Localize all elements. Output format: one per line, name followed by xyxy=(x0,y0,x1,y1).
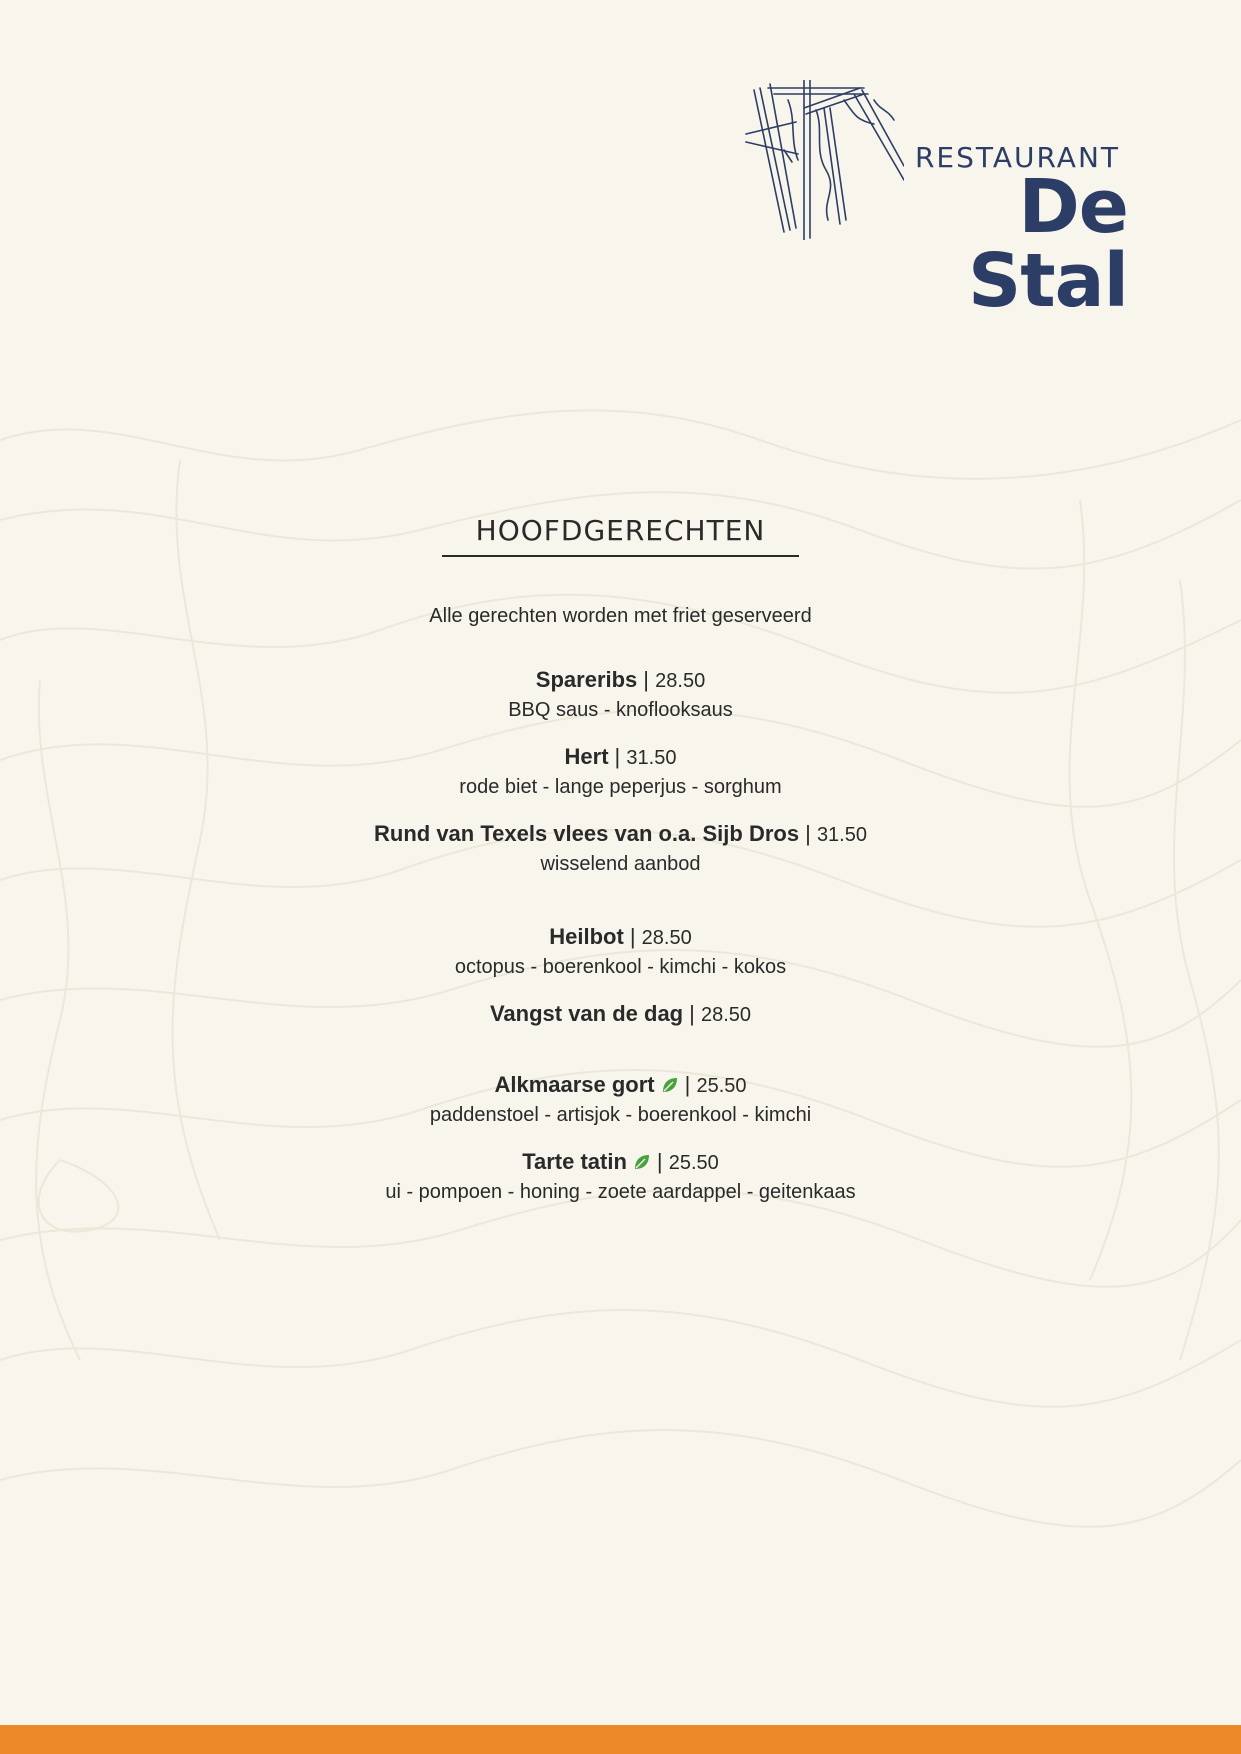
menu-item-header xyxy=(0,1070,1241,1101)
dish-name: Spareribs xyxy=(535,667,638,692)
dish-price: 31.50 xyxy=(626,747,677,769)
menu-item xyxy=(0,819,1241,878)
price-separator: | xyxy=(629,924,636,949)
dish-description: ui - pompoen - honing - zoete aardappel - geitenkaas xyxy=(385,1181,856,1203)
menu-item xyxy=(0,1147,1241,1206)
price-separator: | xyxy=(643,667,650,692)
section-subtitle: Alle gerechten worden met friet geserveerd xyxy=(429,605,812,627)
price-separator: | xyxy=(656,1149,663,1174)
footer-bar xyxy=(0,1725,1241,1754)
menu-item-header xyxy=(0,742,1241,773)
dish-name: Heilbot xyxy=(549,924,624,949)
dish-price: 28.50 xyxy=(641,927,692,949)
logo-wordmark-top: RESTAURANT xyxy=(914,141,1120,174)
leaf-icon xyxy=(661,1076,679,1094)
menu-item-header xyxy=(0,1147,1241,1178)
dish-description: rode biet - lange peperjus - sorghum xyxy=(459,776,782,798)
dish-description: octopus - boerenkool - kimchi - kokos xyxy=(454,956,787,978)
dish-name: Tarte tatin xyxy=(522,1149,627,1174)
menu-item-header xyxy=(0,922,1241,953)
price-separator: | xyxy=(614,744,621,769)
price-separator: | xyxy=(689,1001,695,1026)
dish-description: wisselend aanbod xyxy=(540,853,701,875)
dish-price: 25.50 xyxy=(696,1075,747,1097)
dish-description: BBQ saus - knoflooksaus xyxy=(508,699,733,721)
dish-name: Vangst van de dag xyxy=(489,1001,684,1026)
dish-price: 31.50 xyxy=(816,824,867,846)
menu-item xyxy=(0,665,1241,724)
menu-item xyxy=(0,742,1241,801)
dish-price: 28.50 xyxy=(700,1004,752,1026)
dish-name: Hert xyxy=(564,744,609,769)
restaurant-logo xyxy=(744,80,1128,324)
menu-item xyxy=(0,1070,1241,1129)
dish-price: 28.50 xyxy=(655,670,706,692)
menu-item-header xyxy=(0,665,1241,696)
menu-item xyxy=(0,922,1241,981)
dish-name: Rund van Texels vlees van o.a. Sijb Dros xyxy=(374,821,800,846)
menu-item-header xyxy=(0,819,1241,850)
menu-item xyxy=(0,999,1241,1030)
price-separator: | xyxy=(805,821,811,846)
leaf-icon xyxy=(633,1153,651,1171)
dish-name: Alkmaarse gort xyxy=(494,1072,655,1097)
menu-item-header xyxy=(0,999,1241,1030)
menu-section xyxy=(0,514,1241,1206)
section-title: HOOFDGERECHTEN xyxy=(442,514,800,557)
dish-price: 25.50 xyxy=(668,1152,719,1174)
dish-description: paddenstoel - artisjok - boerenkool - kimchi xyxy=(429,1104,812,1126)
logo-wordmark-name: De Stal xyxy=(968,164,1128,324)
price-separator: | xyxy=(684,1072,691,1097)
